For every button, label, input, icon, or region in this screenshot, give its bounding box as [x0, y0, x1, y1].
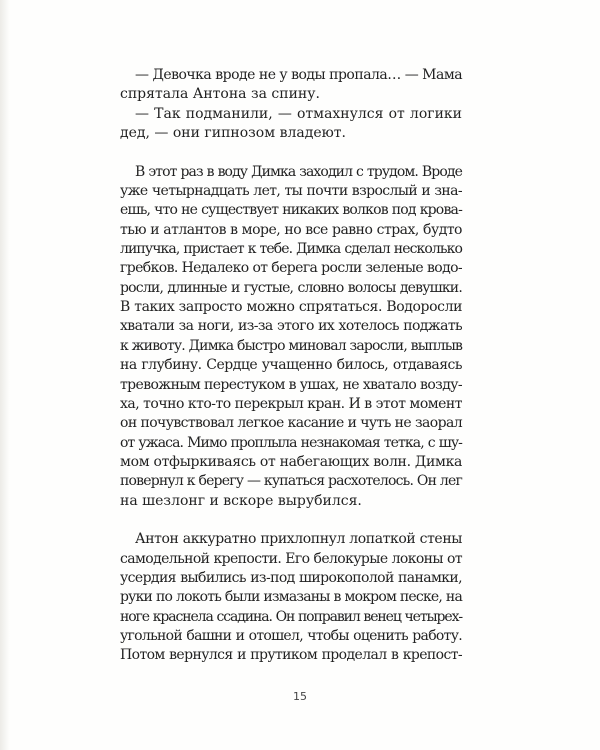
text-line: Потом вернулся и прутиком проделал в крепост-	[120, 647, 462, 664]
text-line: от ужаса. Мимо проплыла незнакомая тетка, с шу-	[120, 434, 462, 451]
text-line: Антон аккуратно прихлопнул лопаткой стены	[135, 531, 462, 548]
text-line: росли, длинные и густые, словно волосы девушки.	[120, 279, 462, 296]
text-line: усердия выбились из-под широкополой панамки,	[120, 569, 462, 586]
text-line: спрятала Антона за спину.	[120, 86, 320, 103]
text-line: ешь, что не существует никаких волков под крова-	[120, 202, 462, 219]
paragraph-gap	[120, 143, 462, 162]
text-line: липучка, пристает к тебе. Димка сделал несколько	[120, 241, 462, 258]
text-line: руки по локоть были измазаны в мокром песке, на	[120, 589, 462, 606]
text-line: самодельной крепости. Его белокурые локоны от	[120, 550, 462, 567]
text-line: ноге краснела ссадина. Он поправил венец четырех-	[120, 608, 462, 625]
text-line: В таких запросто можно спрятаться. Водоросли	[120, 299, 462, 316]
page-text	[120, 66, 462, 666]
text-line: на глубину. Сердце учащенно билось, отдаваясь	[120, 357, 462, 374]
text-line: гребков. Недалеко от берега росли зеленые водо-	[120, 260, 463, 277]
page-gutter-shadow	[0, 0, 10, 750]
text-line: хватали за ноги, из-за этого их хотелось поджать	[120, 318, 462, 335]
text-line: В этот раз в воду Димка заходил с трудом. Вроде	[135, 163, 462, 180]
text-line: уже четырнадцать лет, ты почти взрослый и зна-	[120, 183, 462, 200]
paragraph-gap	[120, 511, 462, 530]
text-line: к животу. Димка быстро миновал заросли, выплыв	[120, 337, 463, 354]
text-line: — Девочка вроде не у воды пропала… — Мама	[135, 67, 463, 83]
text-line: тью и атлантов в море, но все равно страх, будто	[120, 221, 462, 238]
text-line: дед, — они гипнозом владеют.	[120, 125, 346, 142]
page-number: 15	[293, 690, 307, 703]
text-line: угольной башни и отошел, чтобы оценить работу.	[120, 627, 462, 644]
text-line: мом отфыркиваясь от набегающих волн. Димка	[120, 453, 463, 470]
text-line: — Так подманили, — отмахнулся от логики	[135, 105, 462, 122]
text-line: ха, точно кто-то перекрыл кран. И в этот момент	[120, 395, 462, 412]
text-line: повернул к берегу — купаться расхотелось. Он лег	[120, 473, 462, 490]
text-line: тревожным перестуком в ушах, не хватало возду-	[120, 376, 462, 393]
text-line: на шезлонг и вскоре вырубился.	[120, 492, 362, 509]
text-line: он почувствовал легкое касание и чуть не заорал	[120, 415, 462, 432]
